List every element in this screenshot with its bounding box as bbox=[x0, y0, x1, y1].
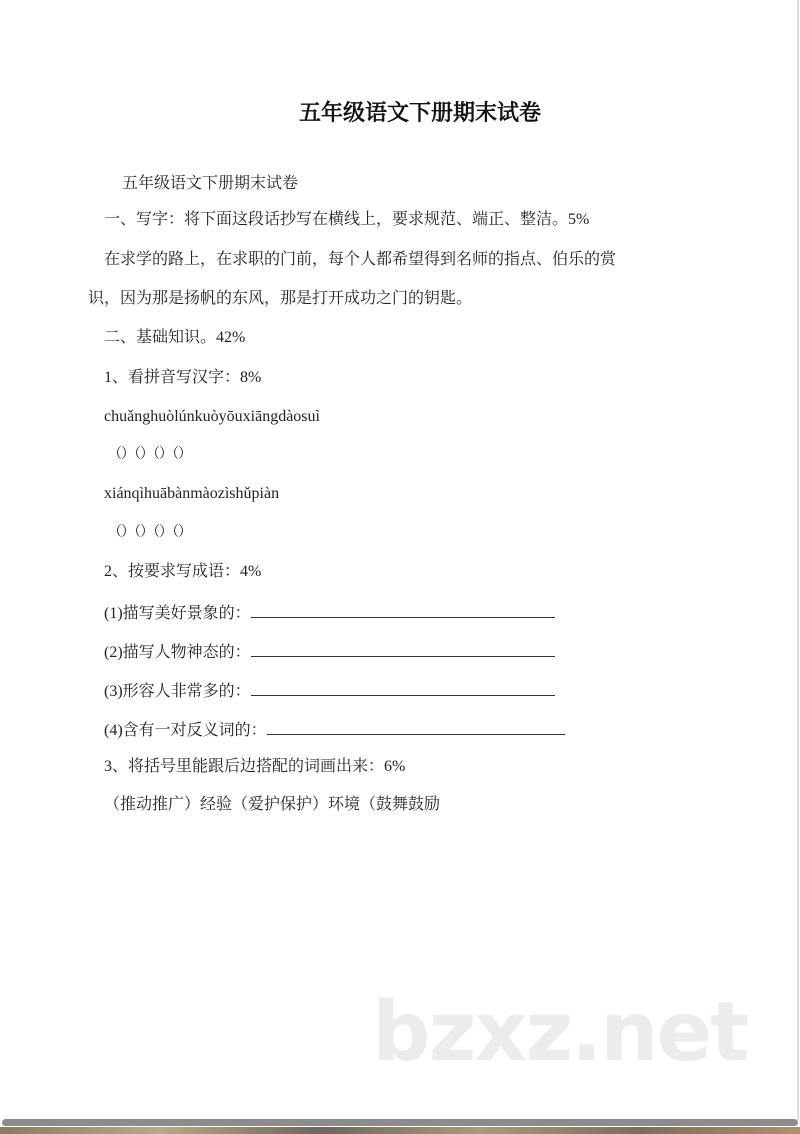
word-choice-line: （推动推广）经验（爱护保护）环境（鼓舞鼓励 bbox=[104, 796, 441, 813]
answer-blank[interactable] bbox=[267, 718, 565, 735]
idiom-prompt bbox=[104, 601, 555, 625]
answer-blank[interactable] bbox=[251, 601, 555, 618]
background-strip bbox=[0, 1127, 800, 1134]
pinyin-line: xiánqìhuābànmàozìshǔpiàn bbox=[104, 485, 280, 502]
watermark: bzxz.net bbox=[372, 985, 748, 1080]
idiom-prompt-label: (3)形容人非常多的： bbox=[104, 683, 251, 700]
paragraph-line: 在求学的路上，在求职的门前，每个人都希望得到名师的指点、伯乐的赏 bbox=[104, 251, 617, 268]
answer-blank[interactable] bbox=[251, 679, 555, 696]
pinyin-line: chuǎnghuòlúnkuòyōuxiāngdàosuì bbox=[104, 408, 320, 425]
idiom-prompt-label: (4)含有一对反义词的： bbox=[104, 722, 267, 739]
idiom-prompt-label: (1)描写美好景象的： bbox=[104, 605, 251, 622]
answer-brackets: （）（）（）（） bbox=[108, 525, 191, 540]
idiom-prompt-label: (2)描写人物神态的： bbox=[104, 644, 251, 661]
question-2-heading: 2、按要求写成语：4% bbox=[104, 563, 262, 580]
idiom-prompt bbox=[104, 718, 565, 742]
question-3-heading: 3、将括号里能跟后边搭配的词画出来：6% bbox=[104, 758, 406, 775]
subtitle: 五年级语文下册期末试卷 bbox=[122, 175, 299, 192]
answer-brackets: （）（）（）（） bbox=[108, 447, 191, 462]
horizontal-scrollbar[interactable] bbox=[2, 1119, 798, 1126]
document-title: 五年级语文下册期末试卷 bbox=[298, 101, 541, 126]
section-2-heading: 二、基础知识。42% bbox=[104, 329, 246, 346]
paragraph-line: 识，因为那是扬帆的东风，那是打开成功之门的钥匙。 bbox=[88, 290, 473, 307]
idiom-prompt bbox=[104, 679, 555, 703]
answer-blank[interactable] bbox=[251, 640, 555, 657]
idiom-prompt bbox=[104, 640, 555, 664]
section-1-heading: 一、写字：将下面这段话抄写在横线上，要求规范、端正、整洁。5% bbox=[104, 211, 590, 228]
question-1-heading: 1、看拼音写汉字：8% bbox=[104, 369, 262, 386]
